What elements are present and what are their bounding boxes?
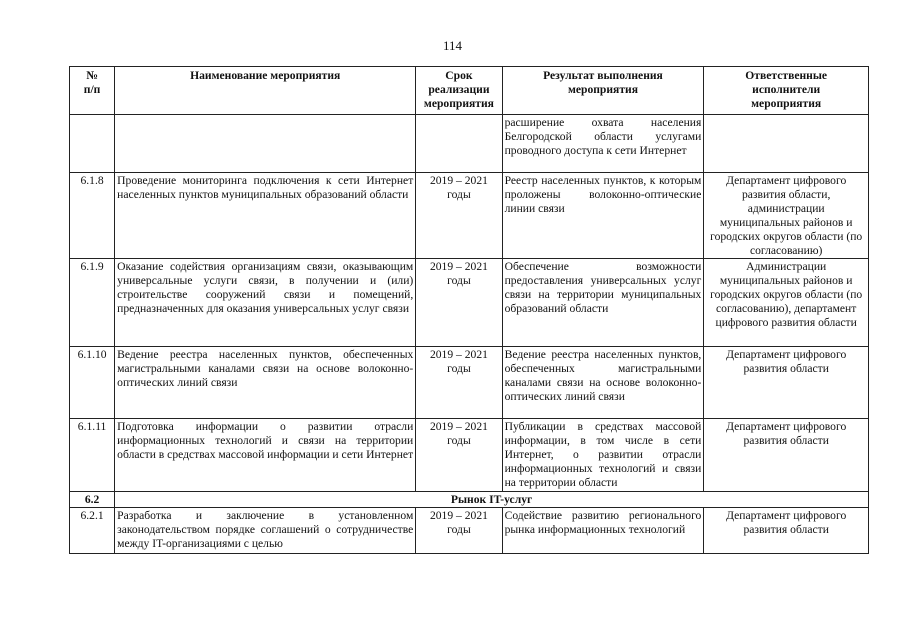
cell-responsible: Департамент цифрового развития области, администрации муниципальных районов и городских округов области (по согласованию)	[704, 173, 869, 259]
cell-term: 2019 – 2021 годы	[416, 347, 502, 419]
cell-num: 6.1.8	[70, 173, 115, 259]
section-row	[70, 492, 869, 508]
cell-num: 6.1.11	[70, 419, 115, 492]
cell-responsible: Администрации муниципальных районов и городских округов области (по согласованию), департамент цифрового развития области	[704, 259, 869, 347]
section-num: 6.2	[70, 492, 115, 508]
measures-table	[69, 66, 869, 554]
header-num: № п/п	[70, 67, 115, 115]
cell-responsible: Департамент цифрового развития области	[704, 508, 869, 554]
header-name: Наименование мероприятия	[115, 67, 416, 115]
cell-name: Разработка и заключение в установленном законодательством порядке соглашений о сотрудничестве между IT-организациями с целью	[115, 508, 416, 554]
cell-responsible: Департамент цифрового развития области	[704, 347, 869, 419]
cell-result: Ведение реестра населенных пунктов, обеспеченных магистральными каналами связи на основе волоконно-оптических линий связи	[502, 347, 704, 419]
cell-result: Реестр населенных пунктов, к которым проложены волоконно-оптические линии связи	[502, 173, 704, 259]
cell-num	[70, 115, 115, 173]
header-responsible: Ответственные исполнители мероприятия	[704, 67, 869, 115]
cell-term: 2019 – 2021 годы	[416, 419, 502, 492]
cell-name: Ведение реестра населенных пунктов, обеспеченных магистральными каналами связи на основе волоконно-оптических линий связи	[115, 347, 416, 419]
header-result: Результат выполнения мероприятия	[502, 67, 704, 115]
table-row	[70, 347, 869, 419]
table-row	[70, 508, 869, 554]
cell-num: 6.2.1	[70, 508, 115, 554]
cell-num: 6.1.10	[70, 347, 115, 419]
cell-term: 2019 – 2021 годы	[416, 508, 502, 554]
cell-term	[416, 115, 502, 173]
cell-num: 6.1.9	[70, 259, 115, 347]
cell-result: Публикации в средствах массовой информации, в том числе в сети Интернет, о развитии отрасли информационных технологий и связи на территории области	[502, 419, 704, 492]
table-row	[70, 419, 869, 492]
table-header-row	[70, 67, 869, 115]
cell-name	[115, 115, 416, 173]
cell-term: 2019 – 2021 годы	[416, 173, 502, 259]
section-title: Рынок IT-услуг	[115, 492, 869, 508]
header-term: Срок реализации мероприятия	[416, 67, 502, 115]
cell-name: Оказание содействия организациям связи, оказывающим универсальные услуги связи, в получении и (или) строительстве сооружений связи и помещений, предназначенных для оказания универсальных услуг связи	[115, 259, 416, 347]
cell-result: Содействие развитию регионального рынка информационных технологий	[502, 508, 704, 554]
table-row	[70, 115, 869, 173]
cell-responsible: Департамент цифрового развития области	[704, 419, 869, 492]
page-number: 114	[442, 38, 463, 53]
cell-name: Проведение мониторинга подключения к сети Интернет населенных пунктов муниципальных образований области	[115, 173, 416, 259]
table-row	[70, 173, 869, 259]
cell-result: расширение охвата населения Белгородской области услугами проводного доступа к сети Интернет	[502, 115, 704, 173]
table-row	[70, 259, 869, 347]
cell-responsible	[704, 115, 869, 173]
cell-term: 2019 – 2021 годы	[416, 259, 502, 347]
cell-name: Подготовка информации о развитии отрасли информационных технологий и связи на территории области в средствах массовой информации и сети Интернет	[115, 419, 416, 492]
cell-result: Обеспечение возможности предоставления универсальных услуг связи на территории муниципальных образований области	[502, 259, 704, 347]
